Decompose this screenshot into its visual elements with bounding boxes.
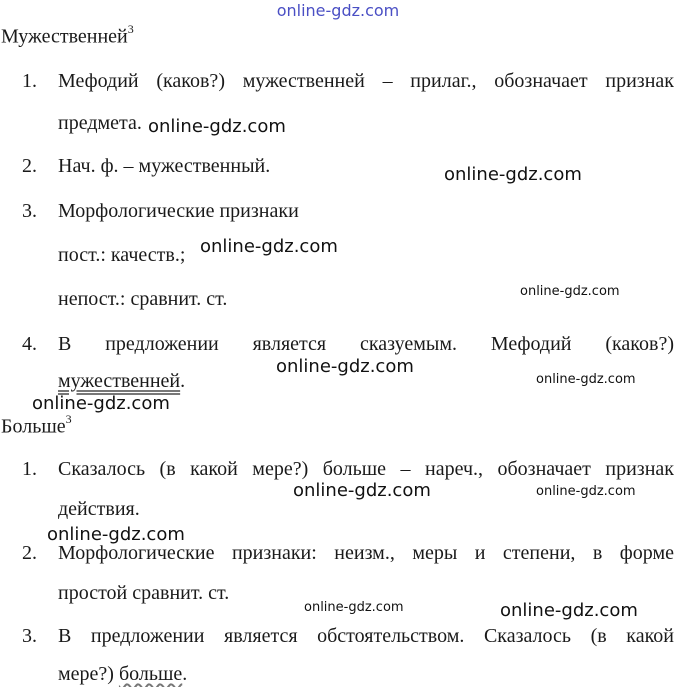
item-number: 4. — [22, 333, 37, 355]
section-heading-muzhestvennei: Мужественней$^3$ — [1, 22, 134, 48]
section-heading-bolshe: Больше$^3$ — [1, 412, 72, 438]
watermark-top: online-gdz.com — [276, 1, 400, 20]
watermark: online-gdz.com — [276, 356, 414, 377]
watermark: online-gdz.com — [500, 600, 638, 621]
watermark: online-gdz.com — [520, 284, 620, 299]
watermark: online-gdz.com — [536, 484, 636, 499]
item-text: Мефодий (каков?) мужественней – прилаг., обозначает признак — [58, 70, 674, 92]
item-text: действия. — [58, 498, 140, 520]
item-text: Морфологические признаки: неизм., меры и степени, в форме — [58, 542, 674, 564]
watermark: online-gdz.com — [304, 600, 404, 615]
item-number: 1. — [22, 458, 37, 480]
item-number: 3. — [22, 625, 37, 647]
item-text: Морфологические признаки — [58, 200, 299, 222]
item-text: Нач. ф. – мужественный. — [58, 155, 271, 177]
watermark: online-gdz.com — [148, 116, 286, 137]
item-text: В предложении является сказуемым. Мефодий (каков?) — [58, 333, 674, 355]
watermark: online-gdz.com — [47, 524, 185, 545]
item-number: 2. — [22, 155, 37, 177]
item-text: простой сравнит. ст. — [58, 582, 230, 604]
item-number: 1. — [22, 70, 37, 92]
item-text: Сказалось (в какой мере?) больше – нареч., обозначает признак — [58, 458, 674, 480]
watermark: online-gdz.com — [32, 393, 170, 414]
underlined-predicate: мужественней — [58, 370, 181, 392]
item-text: мере?) больше. — [58, 663, 188, 685]
item-text: пост.: качеств.; — [58, 244, 186, 266]
item-text: мужественней. — [58, 370, 186, 392]
item-number: 2. — [22, 542, 37, 564]
watermark: online-gdz.com — [200, 236, 338, 257]
underlined-adverbial: больше — [118, 663, 183, 685]
watermark: online-gdz.com — [536, 372, 636, 387]
item-text: В предложении является обстоятельством. Сказалось (в какой — [58, 625, 674, 647]
item-text: предмета. — [58, 112, 142, 134]
item-number: 3. — [22, 200, 37, 222]
item-text: непост.: сравнит. ст. — [58, 288, 228, 310]
watermark: online-gdz.com — [444, 164, 582, 185]
watermark: online-gdz.com — [293, 480, 431, 501]
